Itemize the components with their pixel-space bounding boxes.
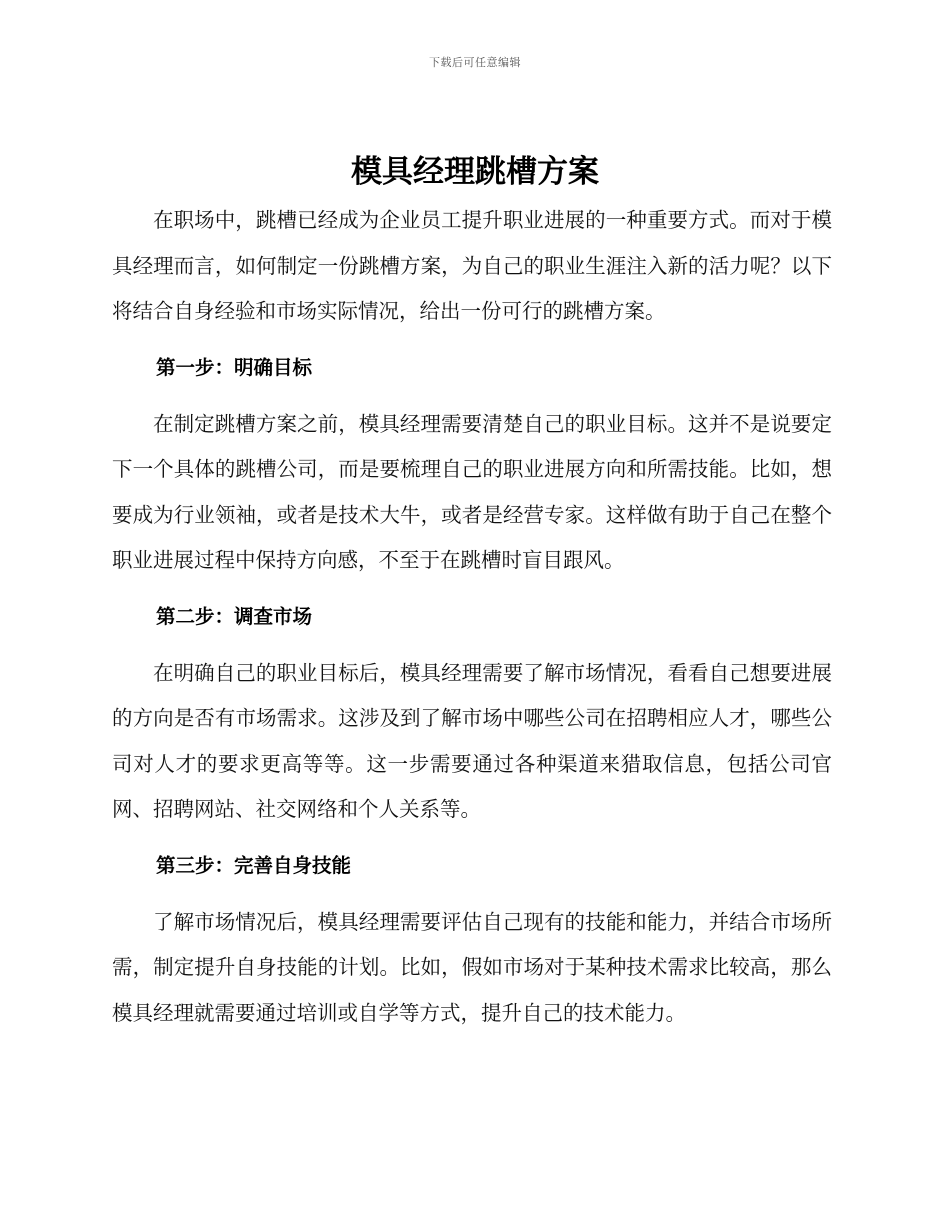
- section-paragraph-2: 在明确自己的职业目标后，模具经理需要了解市场情况，看看自己想要进展的方向是否有市场需求。这涉及到了解市场中哪些公司在招聘相应人才，哪些公司对人才的要求更高等等。这一步需要通过各种渠道来猎取信息，包括公司官网、招聘网站、社交网络和个人关系等。: [112, 660, 832, 821]
- section-heading-1: 第一步：明确目标: [156, 355, 313, 379]
- document-title: 模具经理跳槽方案: [351, 154, 599, 190]
- section-heading-3: 第三步：完善自身技能: [156, 853, 352, 877]
- intro-paragraph: 在职场中，跳槽已经成为企业员工提升职业进展的一种重要方式。而对于模具经理而言，如何制定一份跳槽方案，为自己的职业生涯注入新的活力呢？以下将结合自身经验和市场实际情况，给出一份可行的跳槽方案。: [112, 208, 832, 323]
- document-body: [112, 198, 832, 1036]
- section-paragraph-3: 了解市场情况后，模具经理需要评估自己现有的技能和能力，并结合市场所需，制定提升自身技能的计划。比如，假如市场对于某种技术需求比较高，那么模具经理就需要通过培训或自学等方式，提升自己的技术能力。: [112, 909, 832, 1025]
- section-heading-2: 第二步：调查市场: [156, 604, 313, 628]
- header-note: 下载后可任意编辑: [429, 56, 521, 69]
- section-paragraph-1: 在制定跳槽方案之前，模具经理需要清楚自己的职业目标。这并不是说要定下一个具体的跳槽公司，而是要梳理自己的职业进展方向和所需技能。比如，想要成为行业领袖，或者是技术大牛，或者是经营专家。这样做有助于自己在整个职业进展过程中保持方向感，不至于在跳槽时盲目跟风。: [112, 411, 832, 572]
